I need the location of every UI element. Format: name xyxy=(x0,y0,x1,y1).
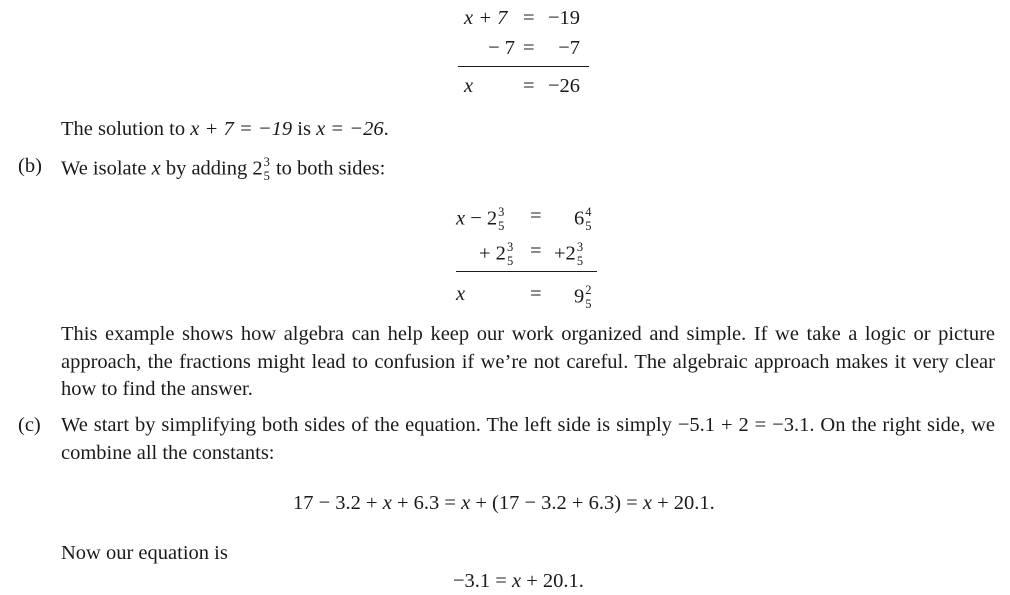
fraction: 3 5 xyxy=(576,240,584,268)
fraction: 3 5 xyxy=(506,240,514,268)
now-text: Now our equation is xyxy=(61,542,228,564)
eq-b-line1-lhs: x − 2 3 5 xyxy=(456,205,505,233)
eq-a-line1-rhs: −19 xyxy=(547,7,580,29)
eq-a-line1-eq: = xyxy=(523,7,535,29)
fraction: 2 5 xyxy=(585,283,592,311)
eq-a-line3-rhs: −26 xyxy=(547,75,580,97)
eq-a-sum-rule xyxy=(458,66,589,67)
eq-b-line1-eq: = xyxy=(530,205,542,227)
eq-b-line2-eq: = xyxy=(530,240,542,262)
part-c-label: (c) xyxy=(18,414,41,436)
eq-a-line2-lhs: − 7 xyxy=(488,37,515,59)
solution-a-eq1: x + 7 = −19 xyxy=(190,118,293,140)
eq-b-line2-rhs: +2 3 5 xyxy=(554,240,584,268)
part-b-label: (b) xyxy=(18,155,42,177)
eq-b-line1-rhs: 6 4 5 xyxy=(574,205,592,233)
eq-b-line2-lhs: + 2 3 5 xyxy=(479,240,514,268)
eq-b-line3-eq: = xyxy=(530,283,542,305)
solution-a-sentence: The solution to x + 7 = −19 is x = −26. xyxy=(61,118,389,140)
eq-b-sum-rule xyxy=(456,271,597,272)
fraction: 3 5 xyxy=(263,155,270,183)
eq-a-line2-eq: = xyxy=(523,37,535,59)
part-c-text: We start by simplifying both sides of the equation. The left side is simply −5.1 + 2 = −3.1. On the right side, we combine all the constants: xyxy=(61,414,995,464)
eq-a-line3-lhs: x xyxy=(464,75,474,97)
fraction: 3 5 xyxy=(498,205,505,233)
equation-final: −3.1 = x + 20.1. xyxy=(453,570,584,592)
eq-a-line1-lhs: x + 7 xyxy=(464,7,508,29)
eq-a-line3-eq: = xyxy=(523,75,535,97)
eq-b-line3-lhs: x xyxy=(456,283,466,305)
solution-a-eq2: x = −26 xyxy=(316,118,384,140)
equation-c: 17 − 3.2 + x + 6.3 = x + (17 − 3.2 + 6.3) = x + 20.1. xyxy=(293,492,715,514)
part-b-intro: We isolate x by adding 2 3 5 to both sides: xyxy=(61,155,386,183)
paragraph-b: This example shows how algebra can help keep our work organized and simple. If we take a logic or picture approach, the fractions might lead to confusion if we’re not careful. The algebraic approach makes it very clear how to find the answer. xyxy=(61,323,995,400)
eq-a-line2-rhs: −7 xyxy=(558,37,580,59)
fraction: 4 5 xyxy=(585,205,592,233)
eq-b-line3-rhs: 9 2 5 xyxy=(574,283,592,311)
